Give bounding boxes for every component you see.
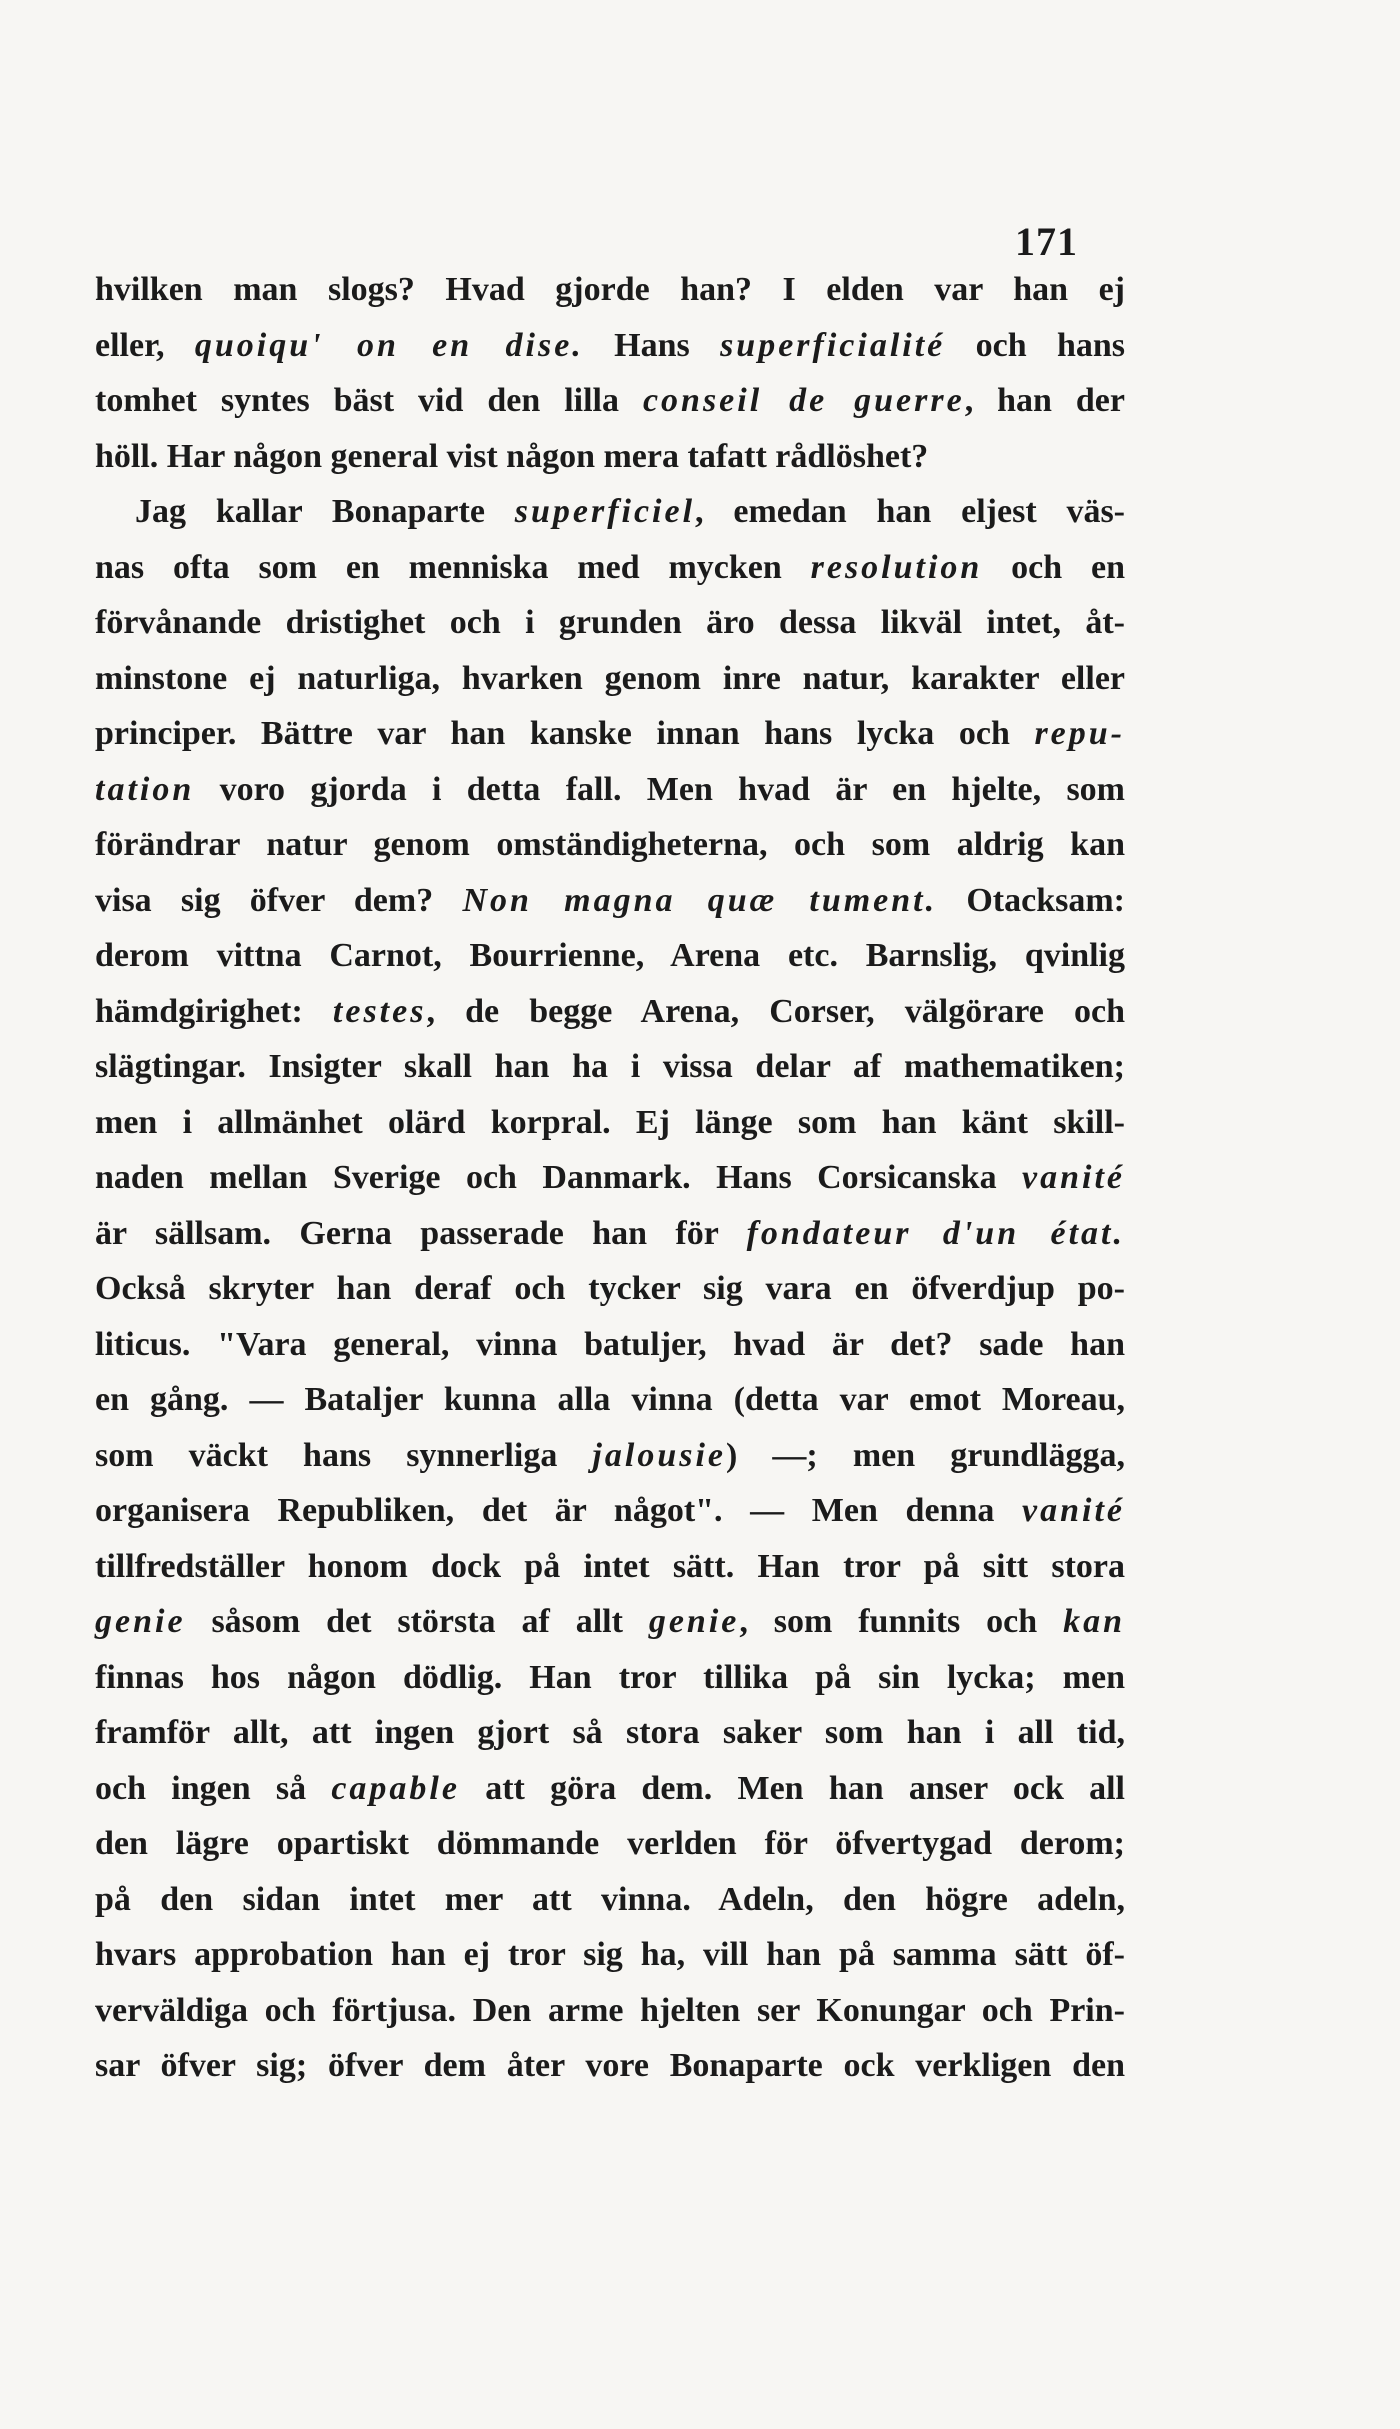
text-segment: tomhet syntes bäst vid den lilla bbox=[95, 382, 643, 419]
italic-phrase: genie bbox=[648, 1603, 740, 1640]
text-line bbox=[95, 262, 1125, 318]
text-line bbox=[95, 984, 1125, 1040]
text-segment: såsom det största af allt bbox=[185, 1603, 649, 1640]
text-line bbox=[95, 1261, 1125, 1317]
text-segment: och ingen så bbox=[95, 1769, 332, 1807]
text-segment: som väckt hans synnerliga bbox=[95, 1436, 593, 1474]
text-line bbox=[95, 595, 1125, 651]
italic-phrase: fondateur d'un état. bbox=[746, 1214, 1125, 1252]
text-segment: framför allt, att ingen gjort så stora saker som han i all tid, bbox=[95, 1714, 1125, 1751]
text-line bbox=[95, 1095, 1125, 1151]
text-segment: och hans bbox=[945, 326, 1125, 364]
text-line bbox=[95, 1872, 1125, 1928]
italic-phrase: testes bbox=[332, 992, 427, 1030]
text-line bbox=[95, 1927, 1125, 1983]
text-line bbox=[95, 373, 1125, 429]
text-line bbox=[95, 1039, 1125, 1095]
text-segment: , som funnits och bbox=[739, 1603, 1064, 1640]
italic-phrase: resolution bbox=[810, 548, 983, 586]
italic-phrase: repu- bbox=[1034, 715, 1125, 752]
text-segment: Hans bbox=[583, 326, 721, 364]
text-segment: är sällsam. Gerna passerade han för bbox=[95, 1214, 747, 1252]
page-number: 171 bbox=[1015, 219, 1078, 264]
text-line bbox=[95, 1816, 1125, 1872]
text-line bbox=[95, 2038, 1125, 2094]
text-line bbox=[95, 1317, 1125, 1373]
italic-phrase: genie bbox=[95, 1603, 186, 1640]
text-segment: en gång. — Bataljer kunna alla vinna (detta var emot Moreau, bbox=[95, 1381, 1125, 1418]
text-line bbox=[95, 1150, 1125, 1206]
text-segment: sar öfver sig; öfver dem åter vore Bonaparte ock verkligen den bbox=[95, 2047, 1125, 2084]
text-segment: minstone ej naturliga, hvarken genom inre natur, karakter eller bbox=[95, 659, 1125, 697]
text-segment: verväldiga och förtjusa. Den arme hjelten ser Konungar och Prin- bbox=[95, 1991, 1125, 2029]
text-line bbox=[95, 1372, 1125, 1428]
italic-phrase: superficialité bbox=[720, 326, 946, 364]
text-segment: derom vittna Carnot, Bourrienne, Arena etc. Barnslig, qvinlig bbox=[95, 937, 1125, 974]
italic-phrase: jalousie bbox=[592, 1436, 726, 1474]
italic-phrase: tation bbox=[95, 770, 195, 808]
text-segment: och en bbox=[982, 548, 1126, 586]
text-segment: organisera Republiken, det är något". — Men denna bbox=[95, 1492, 1023, 1529]
text-segment: Jag kallar Bonaparte bbox=[135, 493, 515, 530]
text-segment: , de begge Arena, Corser, välgörare och bbox=[426, 992, 1125, 1030]
text-segment: förvånande dristighet och i grunden äro dessa likväl intet, åt- bbox=[95, 604, 1125, 641]
text-segment: naden mellan Sverige och Danmark. Hans Corsicanska bbox=[95, 1159, 1023, 1196]
text-segment: visa sig öfver dem? bbox=[95, 881, 463, 919]
text-line bbox=[95, 817, 1125, 873]
text-line bbox=[95, 873, 1125, 929]
text-segment: Otacksam: bbox=[937, 881, 1125, 919]
text-segment: eller, bbox=[95, 326, 195, 364]
text-line bbox=[95, 318, 1125, 374]
text-segment: på den sidan intet mer att vinna. Adeln, den högre adeln, bbox=[95, 1880, 1125, 1918]
text-line bbox=[95, 484, 1125, 540]
text-segment: hvars approbation han ej tror sig ha, vill han på samma sätt öf- bbox=[95, 1936, 1125, 1973]
text-segment: ) —; men grundlägga, bbox=[726, 1436, 1125, 1474]
text-segment: voro gjorda i detta fall. Men hvad är en hjelte, som bbox=[194, 770, 1125, 808]
text-segment: nas ofta som en menniska med mycken bbox=[95, 548, 811, 586]
text-line bbox=[95, 1983, 1125, 2039]
text-segment: finnas hos någon dödlig. Han tror tillika på sin lycka; men bbox=[95, 1658, 1125, 1696]
italic-phrase: Non magna quæ tument. bbox=[462, 881, 938, 919]
text-line bbox=[95, 1539, 1125, 1595]
text-segment: höll. Har någon general vist någon mera tafatt rådlöshet? bbox=[95, 437, 929, 475]
text-segment: men i allmänhet olärd korpral. Ej länge som han känt skill- bbox=[95, 1103, 1125, 1141]
text-line bbox=[95, 762, 1125, 818]
text-segment: den lägre opartiskt dömmande verlden för öfvertygad derom; bbox=[95, 1825, 1125, 1862]
italic-phrase: superficiel bbox=[514, 493, 696, 530]
text-line bbox=[95, 1650, 1125, 1706]
italic-phrase: vanité bbox=[1022, 1159, 1125, 1196]
text-line bbox=[95, 928, 1125, 984]
italic-phrase: kan bbox=[1063, 1603, 1125, 1640]
text-segment: Också skryter han deraf och tycker sig vara en öfverdjup po- bbox=[95, 1270, 1125, 1307]
text-segment: att göra dem. Men han anser ock all bbox=[459, 1769, 1125, 1807]
text-segment: liticus. "Vara general, vinna batuljer, hvad är det? sade han bbox=[95, 1325, 1125, 1363]
text-line bbox=[95, 1483, 1125, 1539]
text-line bbox=[95, 1705, 1125, 1761]
text-line bbox=[95, 651, 1125, 707]
text-segment: hämdgirighet: bbox=[95, 992, 333, 1030]
text-line bbox=[95, 1761, 1125, 1817]
text-line bbox=[95, 1428, 1125, 1484]
text-segment: tillfredställer honom dock på intet sätt. Han tror på sitt stora bbox=[95, 1547, 1125, 1585]
text-line bbox=[95, 1594, 1125, 1650]
italic-phrase: quoiqu' on en dise. bbox=[194, 326, 584, 364]
italic-phrase: conseil de guerre bbox=[642, 382, 965, 419]
italic-phrase: capable bbox=[331, 1769, 460, 1807]
body-text bbox=[95, 262, 1125, 2094]
text-line bbox=[95, 429, 1125, 485]
italic-phrase: vanité bbox=[1022, 1492, 1125, 1529]
text-segment: hvilken man slogs? Hvad gjorde han? I elden var han ej bbox=[95, 271, 1125, 308]
text-segment: principer. Bättre var han kanske innan hans lycka och bbox=[95, 715, 1035, 752]
text-segment: , han der bbox=[964, 382, 1125, 419]
text-segment: slägtingar. Insigter skall han ha i vissa delar af mathematiken; bbox=[95, 1048, 1125, 1085]
text-line bbox=[95, 1206, 1125, 1262]
text-segment: förändrar natur genom omständigheterna, och som aldrig kan bbox=[95, 826, 1125, 863]
text-segment: , emedan han eljest väs- bbox=[695, 493, 1126, 530]
text-line bbox=[95, 706, 1125, 762]
text-line bbox=[95, 540, 1125, 596]
